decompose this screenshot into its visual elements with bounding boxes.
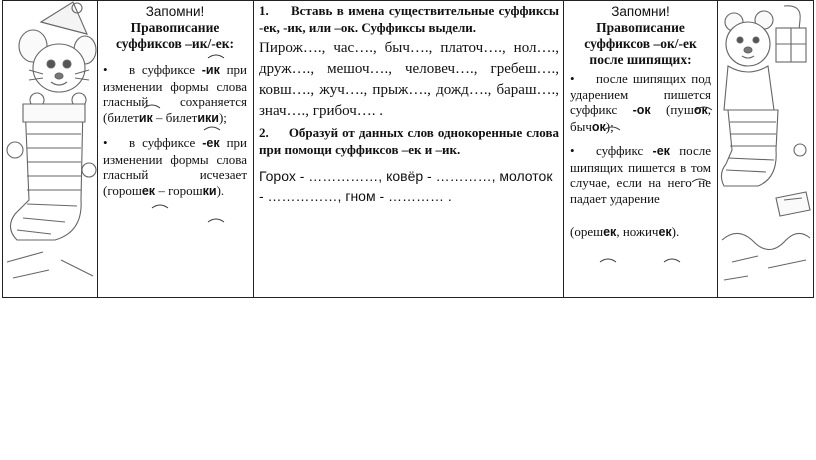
right-rule-title-3: после шипящих:	[589, 52, 692, 67]
left-rule-heading: Запомни!	[145, 4, 205, 19]
left-rule-title-1: Правописание	[130, 20, 220, 35]
tasks-column	[254, 0, 563, 298]
right-rule-title-1: Правописание	[596, 20, 685, 35]
right-rule-column	[564, 0, 717, 298]
right-rule-heading: Запомни!	[611, 4, 670, 19]
right-rule-bullet-1: • после шипящих под ударением пишется суффикс -ок (пушок, бычок);	[570, 71, 711, 134]
right-illustration	[718, 0, 813, 298]
task-2-text: 2. Образуй от данных слов однокоренные слова при помощи суффиксов –ек и –ик.	[259, 125, 560, 157]
task-1-text: 1. Вставь в имена существительные суффиксы -ек, -ик, или –ок. Суффиксы выдели.	[259, 3, 560, 35]
mouse-in-stocking-illustration	[3, 0, 97, 298]
right-rule-bullet-2-example: (орешек, ножичек).	[570, 224, 680, 239]
col-border	[813, 0, 814, 298]
task-2-words: Горох - ……………, ковёр - …………, молоток - ……………, гном - ………… .	[259, 168, 553, 204]
bear-with-gifts-illustration	[718, 0, 813, 298]
left-rule-bullet-2: • в суффиксе -ек при изменении формы слова гласный исчезает (горошек – горошки).	[103, 135, 247, 198]
left-illustration	[3, 0, 97, 298]
task-1-words: Пирож…., час…., быч…., платоч…., нол…., друж…., мешоч…., человеч…., гребеш…., ковш…., жуч…., прыж…., дожд…., бараш…., знач…., грибоч…. .	[259, 40, 559, 119]
left-rule-title-2: суффиксов –ик/-ек:	[115, 36, 235, 51]
left-rule-bullet-1: • в суффиксе -ик при изменении формы слова гласный сохраняется (билетик – билетики);	[103, 62, 247, 125]
right-rule-title-2: суффиксов –ок/-ек	[584, 36, 697, 51]
right-rule-bullet-2: • суффикс -ек после шипящих пишется в том случае, если на него не падает ударение	[570, 143, 712, 206]
left-rule-column	[98, 0, 253, 298]
